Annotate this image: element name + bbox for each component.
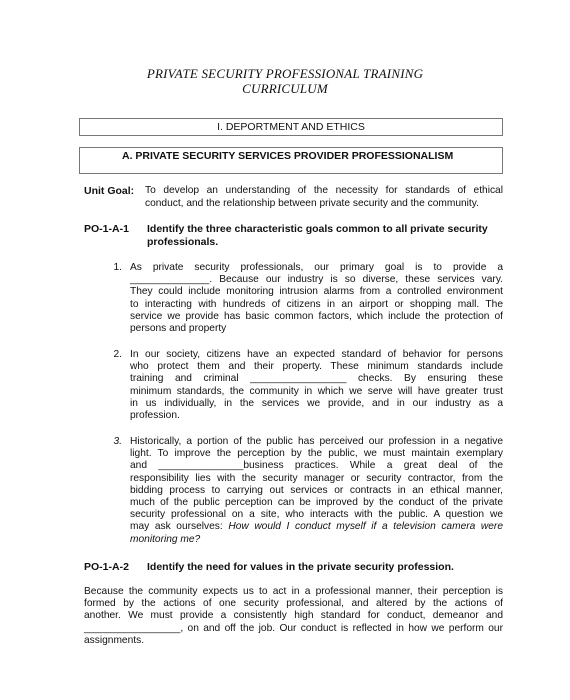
item-3-line: much of the public perception can be improved by the conduct of the private <box>130 497 503 509</box>
item-2-number: 2. <box>113 349 122 360</box>
document-title-line-2: CURRICULUM <box>242 81 328 96</box>
item-3-line: and _______________business practices. While a great deal of the <box>130 460 503 472</box>
subsection-header-box <box>79 147 503 174</box>
item-2-line: In our society, citizens have an expected standard of behavior for persons <box>130 349 503 360</box>
objective-1-code: PO-1-A-1 <box>84 223 129 235</box>
item-1-line: to interacting with hundreds of citizens in an airport or shopping mall. The <box>130 298 503 310</box>
item-1-line: service we provide has basic common factors, which include the protection of <box>130 310 503 322</box>
item-3-line: responsibility lies with the security manager or security contractor, from the <box>130 472 503 484</box>
item-1-line: persons and property <box>130 323 227 335</box>
item-2-line: minimum standards, the community in which we serve will have greater trust <box>130 385 503 397</box>
subsection-header: A. PRIVATE SECURITY SERVICES PROVIDER PROFESSIONALISM <box>122 150 454 162</box>
item-3-question-italic: How would I conduct myself if a television camera were <box>228 521 503 533</box>
item-2-line: in us individually, in the services we provide, and in our industry as a <box>130 397 503 409</box>
item-3-number: 3. <box>113 436 122 447</box>
unit-goal-line-1: To develop an understanding of the necessity for standards of ethical <box>145 185 503 196</box>
closing-line: another. We must provide a consistently high standard for conduct, demeanor and <box>84 610 503 622</box>
item-1-number: 1. <box>113 262 122 273</box>
closing-line: formed by the actions of one security professional, and altered by the actions of <box>84 598 503 610</box>
objective-1-title-line-1: Identify the three characteristic goals common to all private security <box>147 223 488 235</box>
item-3-line: security professional on a site, who interacts with the public. A question we <box>130 509 503 521</box>
item-3-line: Historically, a portion of the public has perceived our profession in a negative <box>130 436 503 447</box>
item-1-line: ______________. Because our industry is so diverse, these services vary. <box>130 274 503 286</box>
unit-goal-label: Unit Goal: <box>84 185 135 197</box>
unit-goal-line-2: conduct, and the relationship between private security and the community. <box>145 198 479 209</box>
objective-2-code: PO-1-A-2 <box>84 561 129 573</box>
item-2-line: training and criminal _________________ checks. By ensuring these <box>130 373 503 385</box>
list-item <box>130 349 503 422</box>
item-2-line: profession. <box>130 410 180 422</box>
item-3-line: bidding process to carrying out services or contracts in an ethical manner, <box>130 484 503 496</box>
item-3-question-lead: may ask ourselves: <box>130 521 229 533</box>
item-1-line: As private security professionals, our primary goal is to provide a <box>130 262 503 273</box>
section-header-box <box>79 118 503 136</box>
item-3-question-end: monitoring me? <box>130 533 201 545</box>
list-item <box>130 262 503 335</box>
item-3-question-line <box>130 521 503 533</box>
item-3-line: light. To improve the perception by the public, we must maintain exemplary <box>130 448 503 460</box>
item-1-line: They could include monitoring intrusion alarms from a controlled environment <box>130 286 503 298</box>
objective-1-title-line-2: professionals. <box>147 236 219 248</box>
closing-line: _________________, on and off the job. Our conduct is reflected in how we perform our <box>84 622 503 634</box>
item-2-line: who protect them and their property. These minimum standards include <box>130 361 503 373</box>
closing-line: Because the community expects us to act in a professional manner, their perception is <box>84 586 503 597</box>
closing-line: assignments. <box>84 634 145 646</box>
closing-paragraph <box>84 586 503 647</box>
section-header: I. DEPORTMENT AND ETHICS <box>217 121 365 133</box>
objective-2-title: Identify the need for values in the private security profession. <box>147 561 454 573</box>
document-title-line-1: PRIVATE SECURITY PROFESSIONAL TRAINING <box>146 66 424 81</box>
list-item <box>130 436 503 546</box>
